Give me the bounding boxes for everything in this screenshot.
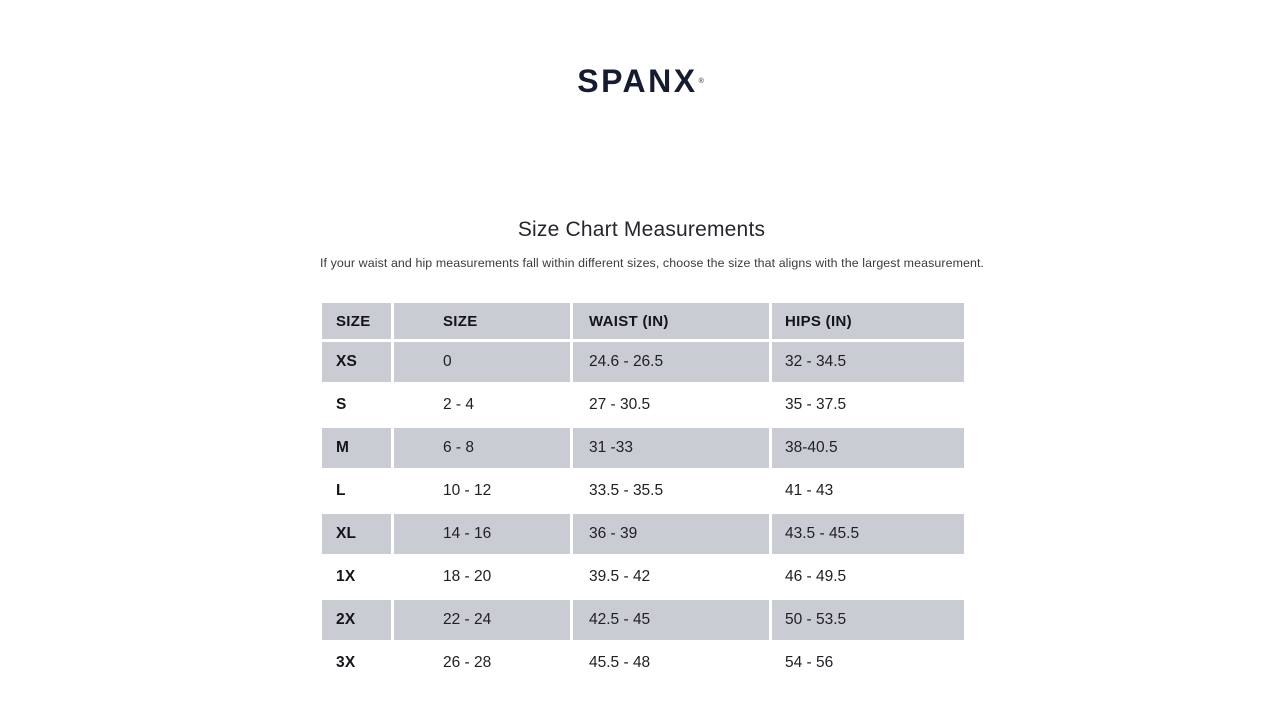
size-range-cell: 22 - 24 [394, 600, 573, 643]
size-label-cell: 3X [322, 643, 394, 686]
size-range-cell: 26 - 28 [394, 643, 573, 686]
hips-cell: 41 - 43 [772, 471, 964, 514]
table-row [322, 557, 964, 600]
table-row [322, 643, 964, 686]
size-label-cell: M [322, 428, 394, 471]
size-range-cell: 18 - 20 [394, 557, 573, 600]
waist-cell: 42.5 - 45 [573, 600, 772, 643]
table-row [322, 600, 964, 643]
hips-cell: 32 - 34.5 [772, 342, 964, 385]
waist-cell: 33.5 - 35.5 [573, 471, 772, 514]
size-range-cell: 6 - 8 [394, 428, 573, 471]
size-label-cell: L [322, 471, 394, 514]
hips-cell: 46 - 49.5 [772, 557, 964, 600]
hips-cell: 50 - 53.5 [772, 600, 964, 643]
waist-cell: 39.5 - 42 [573, 557, 772, 600]
hips-cell: 35 - 37.5 [772, 385, 964, 428]
brand-logo[interactable] [577, 64, 703, 98]
size-range-cell: 2 - 4 [394, 385, 573, 428]
size-label-cell: XL [322, 514, 394, 557]
header-row [322, 303, 964, 342]
page-subtitle: If your waist and hip measurements fall within different sizes, choose the size that aligns with the largest measurement. [320, 256, 985, 270]
size-range-cell: 0 [394, 342, 573, 385]
brand-logo-text: SPANX [577, 63, 698, 99]
waist-cell: 27 - 30.5 [573, 385, 772, 428]
hips-cell: 54 - 56 [772, 643, 964, 686]
size-label-cell: 2X [322, 600, 394, 643]
column-header-size-range: SIZE [394, 303, 573, 342]
size-label-cell: XS [322, 342, 394, 385]
size-range-cell: 14 - 16 [394, 514, 573, 557]
waist-cell: 31 -33 [573, 428, 772, 471]
hips-cell: 43.5 - 45.5 [772, 514, 964, 557]
column-header-waist: WAIST (IN) [573, 303, 772, 342]
waist-cell: 24.6 - 26.5 [573, 342, 772, 385]
waist-cell: 36 - 39 [573, 514, 772, 557]
content-column [320, 218, 985, 686]
table-row [322, 514, 964, 557]
size-label-cell: 1X [322, 557, 394, 600]
size-label-cell: S [322, 385, 394, 428]
column-header-size: SIZE [322, 303, 394, 342]
registered-trademark-icon: ® [698, 78, 704, 85]
table-row [322, 428, 964, 471]
column-header-hips: HIPS (IN) [772, 303, 964, 342]
page-title: Size Chart Measurements [517, 218, 766, 241]
table-row [322, 385, 964, 428]
table-row [322, 342, 964, 385]
header [0, 64, 1280, 98]
hips-cell: 38-40.5 [772, 428, 964, 471]
size-chart-table [322, 303, 964, 686]
waist-cell: 45.5 - 48 [573, 643, 772, 686]
table-row [322, 471, 964, 514]
size-range-cell: 10 - 12 [394, 471, 573, 514]
